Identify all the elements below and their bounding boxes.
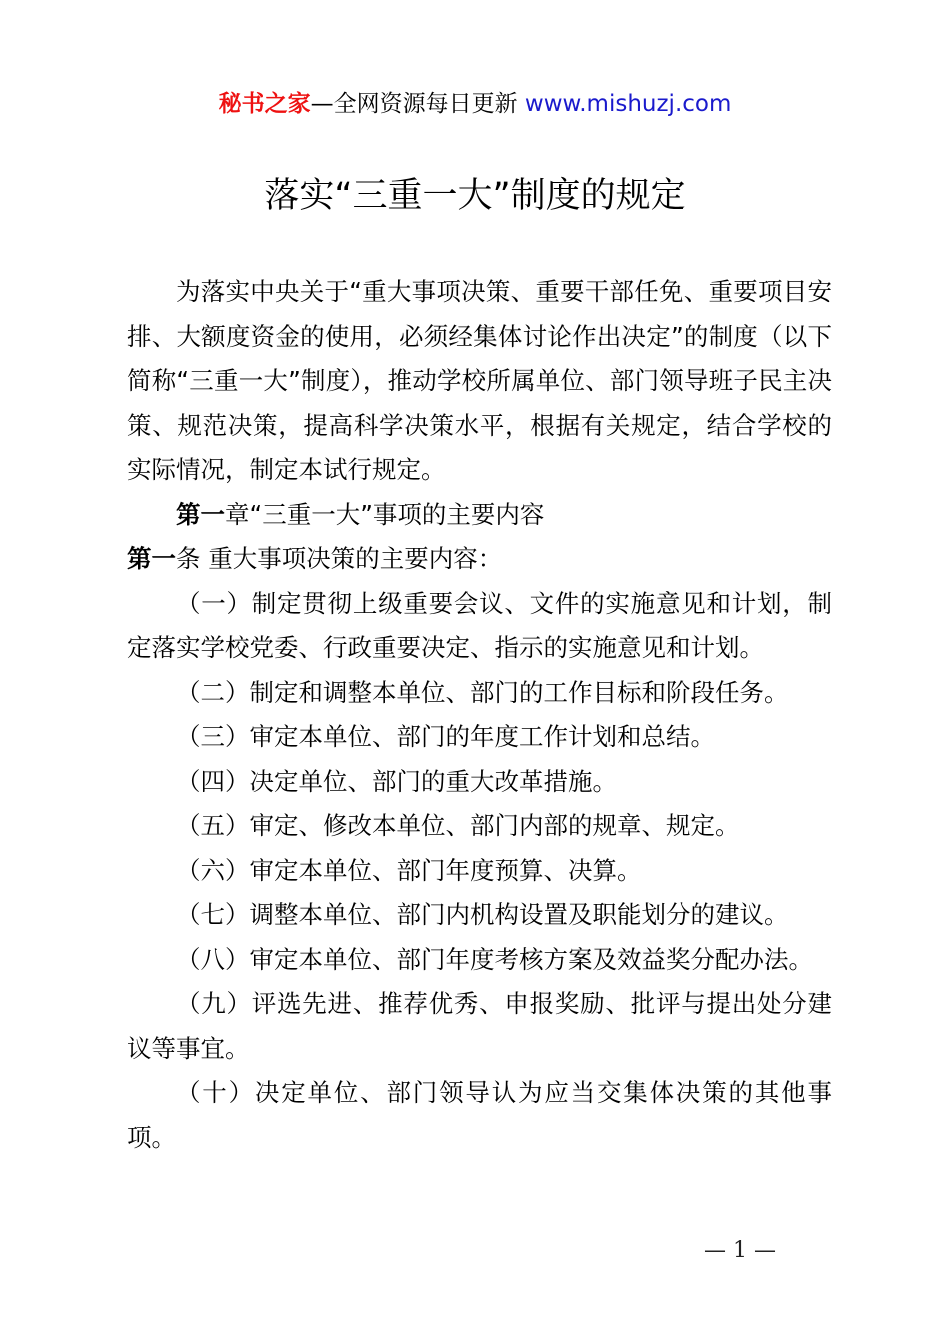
list-item: （四）决定单位、部门的重大改革措施。 [176,766,617,796]
article-number: 第一 [127,544,176,573]
list-item: （三）审定本单位、部门的年度工作计划和总结。 [176,722,715,751]
banner-slogan: —全网资源每日更新 [310,91,518,117]
article-heading [127,537,832,582]
list-item: （八）审定本单位、部门年度考核方案及效益奖分配办法。 [176,944,813,974]
document-body [127,270,832,1160]
list-item: （一）制定贯彻上级重要会议、文件的实施意见和计划，制定落实学校党委、行政重要决定、指示的实施意见和计划。 [127,588,832,662]
chapter-title: 章“三重一大”事项的主要内容 [225,499,545,529]
chapter-number: 第一 [176,499,225,529]
list-item: （六）审定本单位、部门年度预算、决算。 [176,855,642,885]
page-number: — 1 — [704,1238,776,1263]
article-title: 条 重大事项决策的主要内容： [176,544,503,573]
list-item: （五）审定、修改本单位、部门内部的规章、规定。 [176,811,740,840]
site-url-link[interactable]: www.mishuzj.com [524,91,732,117]
list-item: （七）调整本单位、部门内机构设置及职能划分的建议。 [176,900,789,929]
document-title: 落实“三重一大”制度的规定 [264,176,686,216]
brand-name: 秘书之家 [218,91,311,117]
site-banner [0,86,950,122]
intro-paragraph: 为落实中央关于“重大事项决策、重要干部任免、重要项目安排、大额度资金的使用，必须经集体讨论作出决定”的制度（以下简称“三重一大”制度），推动学校所属单位、部门领导班子民主决策、规范决策，提高科学决策水平，根据有关规定，结合学校的实际情况，制定本试行规定。 [127,277,832,484]
list-item: （二）制定和调整本单位、部门的工作目标和阶段任务。 [176,677,789,707]
list-item: （十）决定单位、部门领导认为应当交集体决策的其他事项。 [127,1078,832,1152]
chapter-heading [127,493,832,538]
list-item: （九）评选先进、推荐优秀、申报奖励、批评与提出处分建议等事宜。 [127,989,832,1063]
